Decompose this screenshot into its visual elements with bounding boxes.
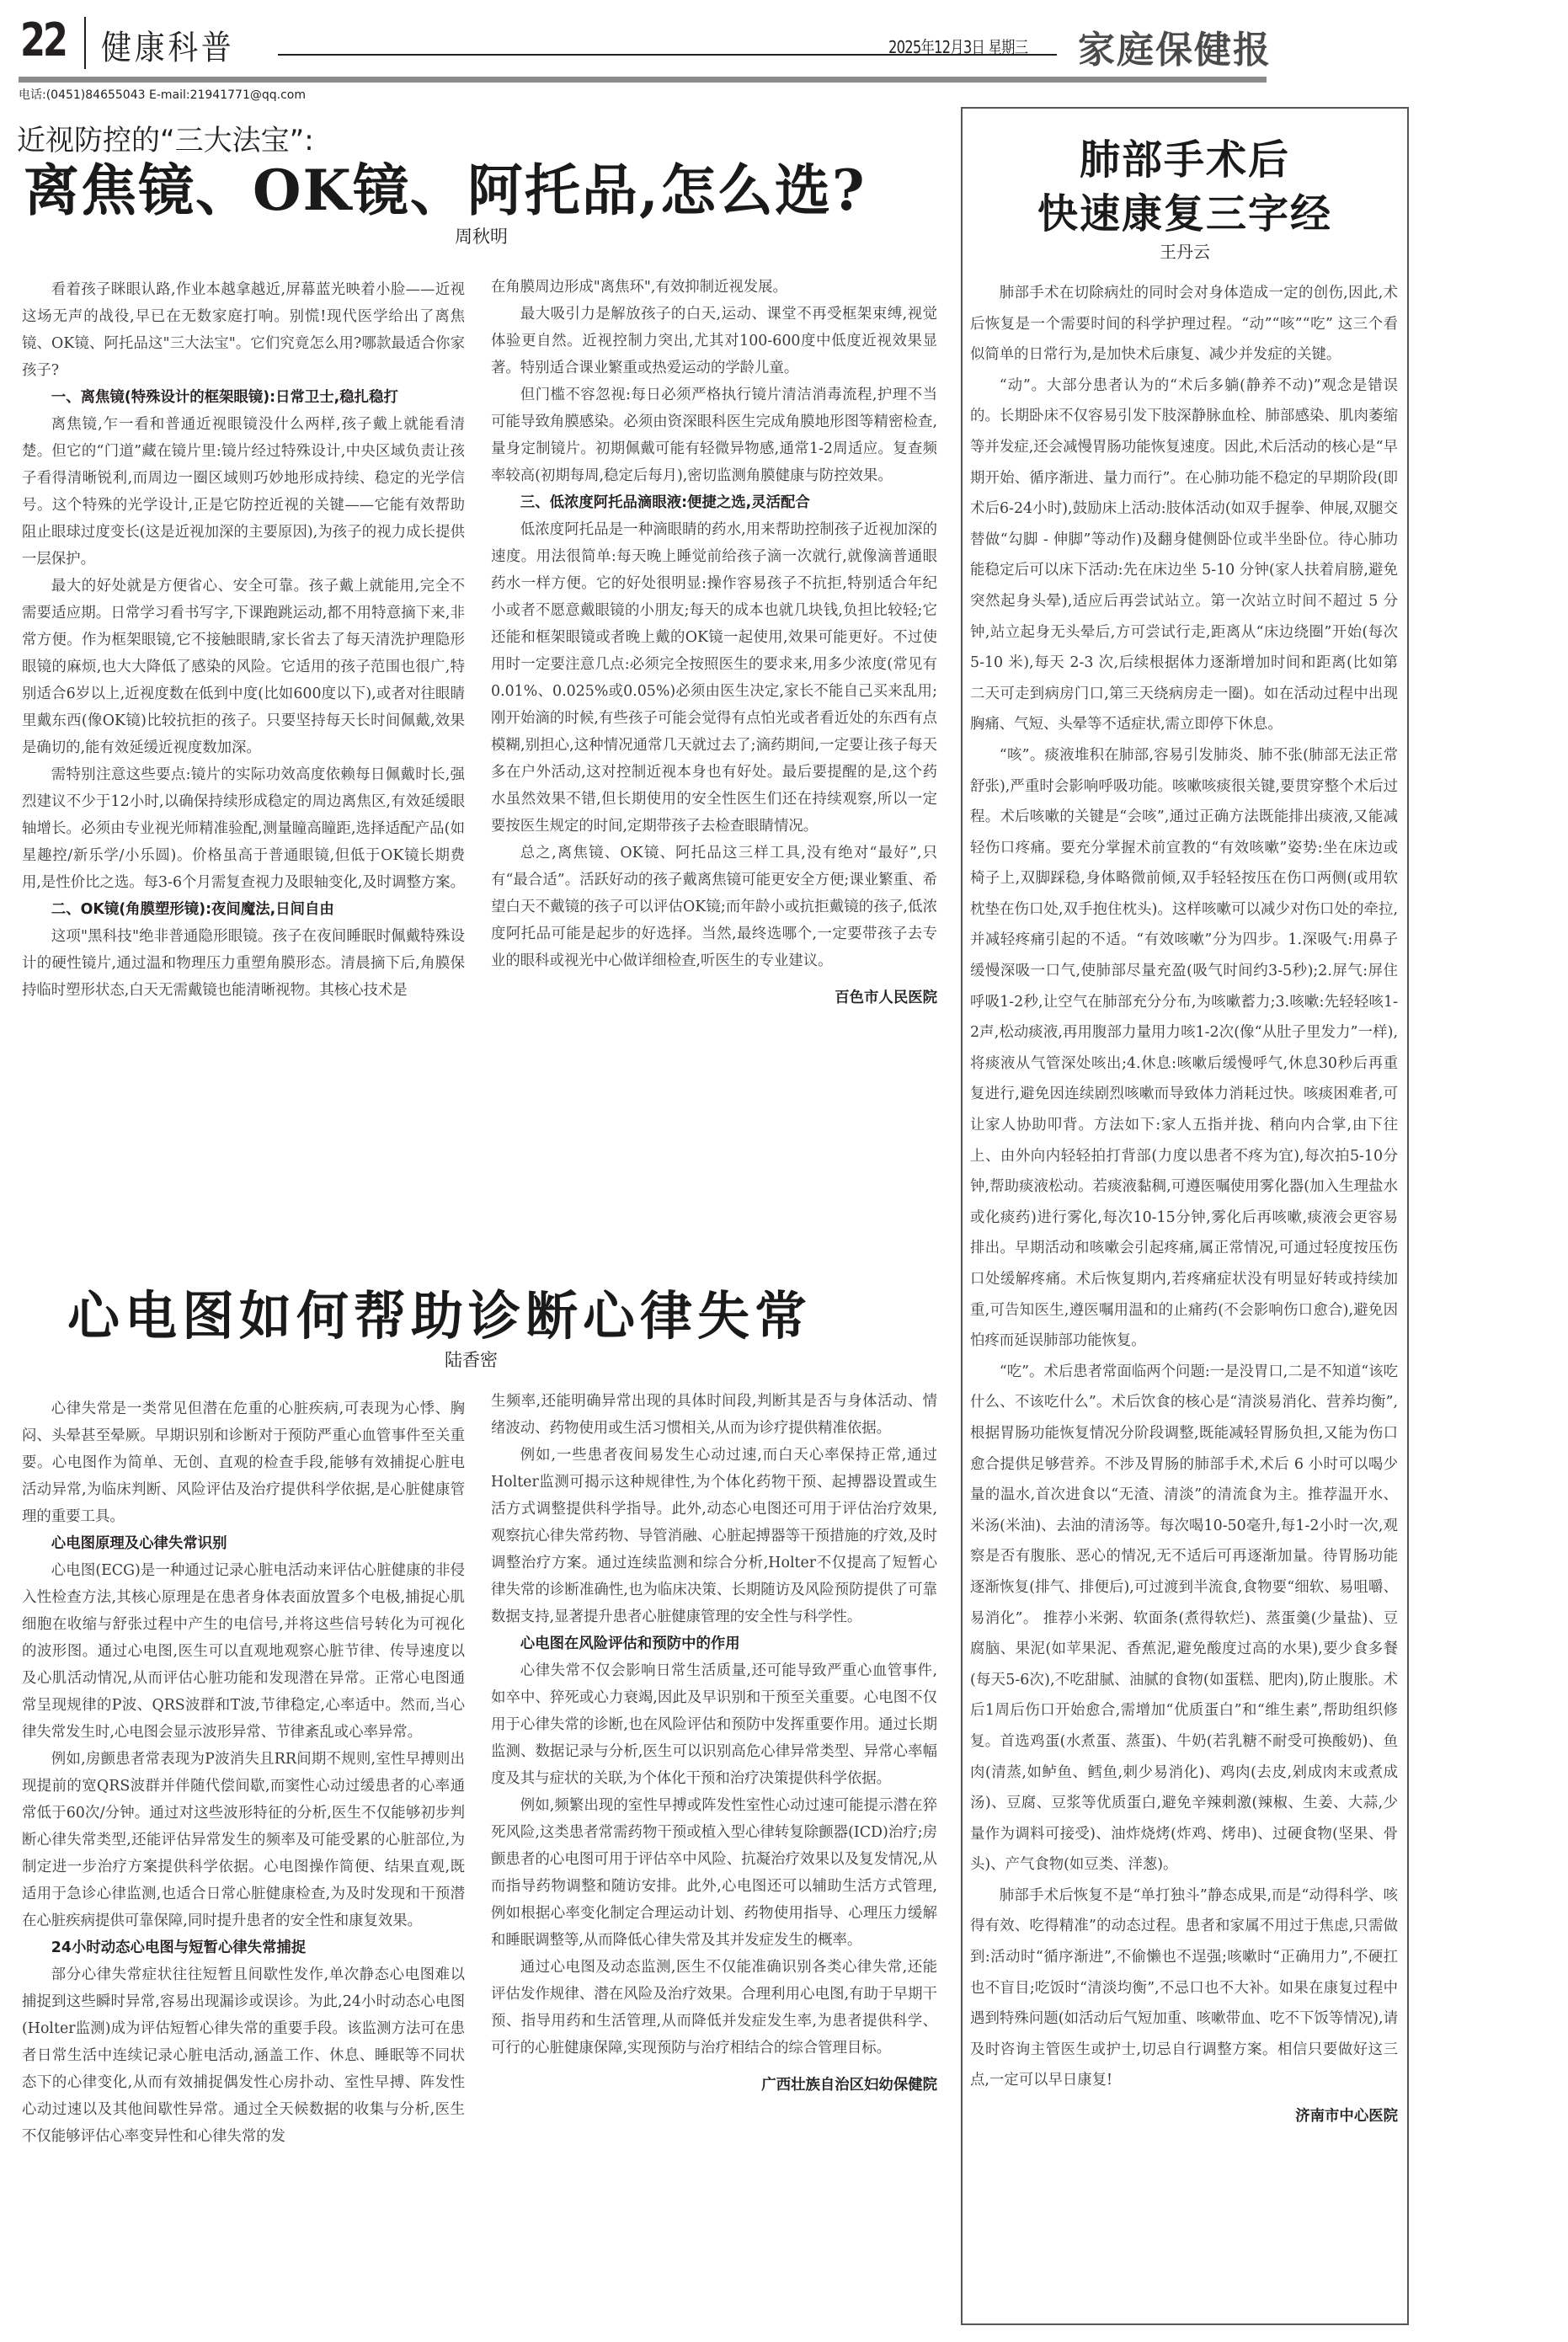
section-heading: 心电图原理及心律失常识别 <box>51 1535 227 1552</box>
article1-headline: 离焦镜、OK镜、阿托品,怎么选? <box>24 157 867 223</box>
body-paragraph: 例如,频繁出现的室性早搏或阵发性室性心动过速可能提示潜在猝死风险,这类患者常需药物干预或植入型心律转复除颤器(ICD)治疗;房颤患者的心电图可用于评估卒中风险、抗凝治疗效果以及复发情况,从而指导药物调整和随访安排。此外,心电图还可以辅助生活方式管理,例如根据心率变化制定合理运动计划、药物使用指导、心理压力缓解和睡眠调整等,从而降低心律失常及其并发症发生的概率。 <box>491 1797 937 1949</box>
body-paragraph: 通过心电图及动态监测,医生不仅能准确识别各类心律失常,还能评估发作规律、潜在风险及治疗效果。合理利用心电图,有助于早期干预、指导用药和生活管理,从而降低并发症发生率,为患者提供科学、可行的心脏健康保障,实现预防与治疗相结合的综合管理目标。 <box>491 1959 937 2057</box>
section-title: 健康科普 <box>101 29 235 67</box>
body-paragraph: “吃”。术后患者常面临两个问题:一是没胃口,二是不知道“该吃什么、不该吃什么”。术后饮食的核心是“清淡易消化、营养均衡”,根据胃肠功能恢复情况分阶段调整,既能减轻胃肠负担,又能为伤口愈合提供足够营养。不涉及胃肠的肺部手术,术后 6 小时可以喝少量的温水,首次进食以“无渣、清淡”的清流食为主。推荐温开水、米汤(米油)、去油的清汤等。每次喝10-50毫升,每1-2小时一次,观察是否有腹胀、恶心的情况,无不适后可再逐渐加量。待胃肠功能逐渐恢复(排气、排便后),可过渡到半流食,食物要“细软、易咀嚼、易消化”。 推荐小米粥、软面条(煮得软烂)、蒸蛋羹(少量盐)、豆腐脑、果泥(如苹果泥、香蕉泥,避免酸度过高的水果),要少食多餐(每天5-6次),不吃甜腻、油腻的食物(如蛋糕、肥肉),防止腹胀。术后1周后伤口开始愈合,需增加“优质蛋白”和“维生素”,帮助组织修复。首选鸡蛋(水煮蛋、蒸蛋)、牛奶(若乳糖不耐受可换酸奶)、鱼肉(清蒸,如鲈鱼、鳕鱼,刺少易消化)、鸡肉(去皮,剁成肉末或煮成汤)、豆腐、豆浆等优质蛋白,避免辛辣刺激(辣椒、生姜、大蒜,少量作为调料可接受)、油炸烧烤(炸鸡、烤串)、过硬食物(坚果、骨头)、产气食物(如豆类、洋葱)。 <box>970 1363 1398 1874</box>
body-paragraph: 例如,一些患者夜间易发生心动过速,而白天心率保持正常,通过Holter监测可揭示这种规律性,为个体化药物干预、起搏器设置或生活方式调整提供科学指导。此外,动态心电图还可用于评估治疗效果,观察抗心律失常药物、导管消融、心脏起搏器等干预措施的疗效,及时调整治疗方案。通过连续监测和综合分析,Holter不仅提高了短暂心律失常的诊断准确性,也为临床决策、长期随访及风险预防提供了可靠数据支持,显著提升患者心脏健康管理的安全性与科学性。 <box>491 1447 937 1625</box>
body-paragraph: 需特别注意这些要点:镜片的实际功效高度依赖每日佩戴时长,强烈建议不少于12小时,以确保持续形成稳定的周边离焦区,有效延缓眼轴增长。必须由专业视光师精准验配,测量瞳高瞳距,选择适配产品(如星趣控/新乐学/小乐圆)。价格虽高于普通眼镜,但低于OK镜长期费用,是性价比之选。每3-6个月需复查视力及眼轴变化,及时调整方案。 <box>22 766 466 891</box>
body-paragraph: “动”。大部分患者认为的“术后多躺(静养不动)”观念是错误的。长期卧床不仅容易引发下肢深静脉血栓、肺部感染、肌肉萎缩等并发症,还会减慢胃肠功能恢复速度。因此,术后活动的核心是“早期开始、循序渐进、量力而行”。在心肺功能不稳定的早期阶段(即术后6-24小时),鼓励床上活动:肢体活动(如双手握拳、伸展,双腿交替做“勾脚 - 伸脚”等动作)及翻身健侧卧位或半坐卧位。待心肺功能稳定后可以床下活动:先在床边坐 5-10 分钟(家人扶着肩膀,避免突然起身头晕),适应后再尝试站立。第一次站立时间不超过 5 分钟,站立起身无头晕后,方可尝试行走,距离从“床边绕圈”开始(每次 5-10 米),每天 2-3 次,后续根据体力逐渐增加时间和距离(比如第二天可走到病房门口,第三天绕病房走一圈)。如在活动过程中出现胸痛、气短、头晕等不适症状,需立即停下休息。 <box>970 376 1398 734</box>
body-paragraph: 例如,房颤患者常表现为P波消失且RR间期不规则,室性早搏则出现提前的宽QRS波群并伴随代偿间歇,而窦性心动过缓患者的心率通常低于60次/分钟。通过对这些波形特征的分析,医生不仅能够初步判断心律失常类型,还能评估异常发生的频率及可能受累的心脏部位,为制定进一步治疗方案提供科学依据。心电图操作简便、结果直观,既适用于急诊心律监测,也适合日常心脏健康检查,为及时发现和干预潜在心脏疾病提供可靠保障,同时提升患者的安全性和康复效果。 <box>22 1751 465 1929</box>
article3-byline: 王丹云 <box>1160 242 1210 262</box>
body-paragraph: 看着孩子眯眼认路,作业本越拿越近,屏幕蓝光映着小脸——近视这场无声的战役,早已在无数家庭打响。别慌!现代医学给出了离焦镜、OK镜、阿托品这"三大法宝"。它们究竟怎么用?哪款最适合你家孩子? <box>22 281 465 379</box>
body-paragraph: 在角膜周边形成"离焦环",有效抑制近视发展。 <box>491 279 787 296</box>
article3-headline <box>961 133 1409 241</box>
article3-headline-line1: 肺部手术后 <box>1079 136 1290 184</box>
body-paragraph: 心电图(ECG)是一种通过记录心脏电活动来评估心脏健康的非侵入性检查方法,其核心原理是在患者身体表面放置多个电极,捕捉心肌细胞在收缩与舒张过程中产生的电信号,并将这些信号转化为可视化的波形图。通过心电图,医生可以直观地观察心脏节律、传导速度以及心肌活动情况,从而评估心脏功能和发现潜在异常。正常心电图通常呈现规律的P波、QRS波群和T波,节律稳定,心率适中。然而,当心律失常发生时,心电图会显示波形异常、节律紊乱或心率异常。 <box>22 1562 465 1741</box>
body-paragraph: 心律失常是一类常见但潜在危重的心脏疾病,可表现为心悸、胸闷、头晕甚至晕厥。早期识别和诊断对于预防严重心血管事件至关重要。心电图作为简单、无创、直观的检查手段,能够有效捕捉心脏电活动异常,为临床判断、风险评估及治疗提供科学依据,是心脏健康管理的重要工具。 <box>22 1400 465 1525</box>
section-heading: 二、OK镜(角膜塑形镜):夜间魔法,日间自由 <box>51 901 334 918</box>
body-paragraph: “咳”。痰液堆积在肺部,容易引发肺炎、肺不张(肺部无法正常舒张),严重时会影响呼吸功能。咳嗽咳痰很关键,要贯穿整个术后过程。术后咳嗽的关键是“会咳”,通过正确方法既能排出痰液,又能减轻伤口疼痛。要充分掌握术前宣教的“有效咳嗽”姿势:坐在床边或椅子上,双脚踩稳,身体略微前倾,双手轻轻按压在伤口两侧(或用软枕垫在伤口处,双手抱住枕头)。这样咳嗽可以减少对伤口处的牵拉,并减轻疼痛引起的不适。“有效咳嗽”分为四步。1.深吸气:用鼻子缓慢深吸一口气,使肺部尽量充盈(吸气时间约3-5秒);2.屏气:屏住呼吸1-2秒,让空气在肺部充分分布,为咳嗽蓄力;3.咳嗽:先轻轻咳1-2声,松动痰液,再用腹部力量用力咳1-2次(像“从肚子里发力”一样),将痰液从气管深处咳出;4.休息:咳嗽后缓慢呼气,休息30秒后再重复进行,避免因连续剧烈咳嗽而导致体力消耗过快。咳痰困难者,可让家人协助叩背。方法如下:家人五指并拢、稍向内合掌,由下往上、由外向内轻轻拍打背部(力度以患者不疼为宜),每次拍5-10分钟,帮助痰液松动。若痰液黏稠,可遵医嘱使用雾化器(加入生理盐水或化痰药)进行雾化,每次10-15分钟,雾化后再咳嗽,痰液会更容易排出。早期活动和咳嗽会引起疼痛,属正常情况,可通过轻度按压伤口处缓解疼痛。术后恢复期内,若疼痛症状没有明显好转或持续加重,可告知医生,遵医嘱用温和的止痛药(不会影响伤口愈合),避免因怕疼而延误肺部功能恢复。 <box>970 746 1398 1350</box>
body-paragraph: 最大的好处就是方便省心、安全可靠。孩子戴上就能用,完全不需要适应期。日常学习看书写字,下课跑跳运动,都不用特意摘下来,非常方便。作为框架眼镜,它不接触眼睛,家长省去了每天清洗护理隐形眼镜的麻烦,也大大降低了感染的风险。它适用的孩子范围也很广,特别适合6岁以上,近视度数在低到中度(比如600度以下),或者对往眼睛里戴东西(像OK镜)比较抗拒的孩子。只要坚持每天长时间佩戴,效果是确切的,能有效延缓近视度数加深。 <box>22 578 465 756</box>
article2-headline: 心电图如何帮助诊断心律失常 <box>67 1285 813 1347</box>
contact-info: 电话:(0451)84655043 E-mail:21941771@qq.com <box>19 88 306 102</box>
body-paragraph: 总之,离焦镜、OK镜、阿托品这三样工具,没有绝对“最好”,只有“最合适”。活跃好动的孩子戴离焦镜可能更安全方便;课业繁重、希望白天不戴镜的孩子可以评估OK镜;而年龄小或抗拒戴镜的孩子,低浓度阿托品可能是起步的好选择。当然,最终选哪个,一定要带孩子去专业的眼科或视光中心做详细检查,听医生的专业建议。 <box>491 845 937 969</box>
article1-byline: 周秋明 <box>455 227 508 247</box>
masthead-bar <box>19 77 1267 83</box>
source-institution: 广西壮族自治区妇幼保健院 <box>761 2077 937 2094</box>
body-paragraph: 离焦镜,乍一看和普通近视眼镜没什么两样,孩子戴上就能看清楚。但它的“门道”藏在镜片里:镜片经过特殊设计,中央区域负责让孩子看得清晰锐利,而周边一圈区域则巧妙地形成持续、稳定的光学信号。这个特殊的光学设计,正是它防控近视的关键——它能有效帮助阻止眼球过度变长(这是近视加深的主要原因),为孩子的视力成长提供一层保护。 <box>22 416 465 568</box>
article1-kicker: 近视防控的“三大法宝”: <box>17 124 314 157</box>
article2-byline: 陆香密 <box>445 1350 498 1370</box>
body-paragraph: 这项"黑科技"绝非普通隐形眼镜。孩子在夜间睡眠时佩戴特殊设计的硬性镜片,通过温和物理压力重塑角膜形态。清晨摘下后,角膜保持临时塑形状态,白天无需戴镜也能清晰视物。其核心技术是 <box>22 928 465 999</box>
page-number: 22 <box>20 13 66 67</box>
section-heading: 心电图在风险评估和预防中的作用 <box>520 1635 740 1652</box>
article1-column-2 <box>491 274 937 1011</box>
section-heading: 一、离焦镜(特殊设计的框架眼镜):日常卫士,稳扎稳打 <box>51 389 398 406</box>
article3-headline-line2: 快速康复三字经 <box>1037 190 1332 237</box>
body-paragraph: 生频率,还能明确异常出现的具体时间段,判断其是否与身体活动、情绪波动、药物使用或生活习惯相关,从而为诊疗提供精准依据。 <box>491 1393 937 1437</box>
body-paragraph: 最大吸引力是解放孩子的白天,运动、课堂不再受框架束缚,视觉体验更自然。近视控制力突出,尤其对100-600度中低度近视效果显著。特别适合课业繁重或热爱运动的学龄儿童。 <box>491 306 937 376</box>
issue-date: 2025年12月3日 星期三 <box>888 37 1028 57</box>
body-paragraph: 低浓度阿托品是一种滴眼睛的药水,用来帮助控制孩子近视加深的速度。用法很简单:每天晚上睡觉前给孩子滴一次就行,就像滴普通眼药水一样方便。它的好处很明显:操作容易孩子不抗拒,特别适合年纪小或者不愿意戴眼镜的小朋友;每天的成本也就几块钱,负担比较轻;它还能和框架眼镜或者晚上戴的OK镜一起使用,效果可能更好。不过使用时一定要注意几点:必须完全按照医生的要求来,用多少浓度(常见有0.01%、0.025%或0.05%)必须由医生决定,家长不能自己买来乱用;刚开始滴的时候,有些孩子可能会觉得有点怕光或者看近处的东西有点模糊,别担心,这种情况通常几天就过去了;滴药期间,一定要让孩子每天多在户外活动,这对控制近视本身也有好处。最后要提醒的是,这个药水虽然效果不错,但长期使用的安全性医生们还在持续观察,所以一定要按医生规定的时间,定期带孩子去检查眼睛情况。 <box>491 521 937 835</box>
article1-column-1 <box>22 276 465 1004</box>
source-institution: 百色市人民医院 <box>835 990 937 1006</box>
source-institution: 济南市中心医院 <box>1295 2108 1398 2126</box>
body-paragraph: 肺部手术在切除病灶的同时会对身体造成一定的创伤,因此,术后恢复是一个需要时间的科学护理过程。“动”“咳”“吃” 这三个看似简单的日常行为,是加快术后康复、减少并发症的关键。 <box>970 285 1398 364</box>
body-paragraph: 心律失常不仅会影响日常生活质量,还可能导致严重心血管事件,如卒中、猝死或心力衰竭,因此及早识别和干预至关重要。心电图不仅用于心律失常的诊断,也在风险评估和预防中发挥重要作用。通过长期监测、数据记录与分析,医生可以识别高危心律异常类型、异常心率幅度及其与症状的关联,为个体化干预和治疗决策提供科学依据。 <box>491 1662 937 1787</box>
section-heading: 三、低浓度阿托品滴眼液:便捷之选,灵活配合 <box>520 494 810 511</box>
section-heading: 24小时动态心电图与短暂心律失常捕捉 <box>51 1939 307 1956</box>
article2-column-1 <box>22 1395 465 2150</box>
body-paragraph: 部分心律失常症状往往短暂且间歇性发作,单次静态心电图难以捕捉到这些瞬时异常,容易出现漏诊或误诊。为此,24小时动态心电图(Holter监测)成为评估短暂心律失常的重要手段。该监测方法可在患者日常生活中连续记录心脏电活动,涵盖工作、休息、睡眠等不同状态下的心律变化,从而有效捕捉偶发性心房扑动、室性早搏、阵发性心动过速以及其他间歇性异常。通过全天候数据的收集与分析,医生不仅能够评估心率变异性和心律失常的发 <box>22 1966 465 2145</box>
body-paragraph: 但门槛不容忽视:每日必须严格执行镜片清洁消毒流程,护理不当可能导致角膜感染。必须由资深眼科医生完成角膜地形图等精密检查,量身定制镜片。初期佩戴可能有轻微异物感,通常1-2周适应。复查频率较高(初期每周,稳定后每月),密切监测角膜健康与防控效果。 <box>491 387 937 484</box>
newspaper-name: 家庭保健报 <box>1078 29 1272 72</box>
page-number-divider <box>84 17 86 69</box>
body-paragraph: 肺部手术后恢复不是“单打独斗”静态成果,而是“动得科学、咳得有效、吃得精准”的动态过程。患者和家属不用过于焦虑,只需做到:活动时“循序渐进”,不偷懒也不逞强;咳嗽时“正确用力”,不硬扛也不盲目;吃饭时“清淡均衡”,不忌口也不大补。如果在康复过程中遇到特殊问题(如活动后气短加重、咳嗽带血、吃不下饭等情况),请及时咨询主管医生或护士,切忌自行调整方案。相信只要做好这三点,一定可以早日康复! <box>970 1886 1398 2089</box>
article2-column-2 <box>491 1388 937 2099</box>
article3-body <box>970 278 1398 2132</box>
